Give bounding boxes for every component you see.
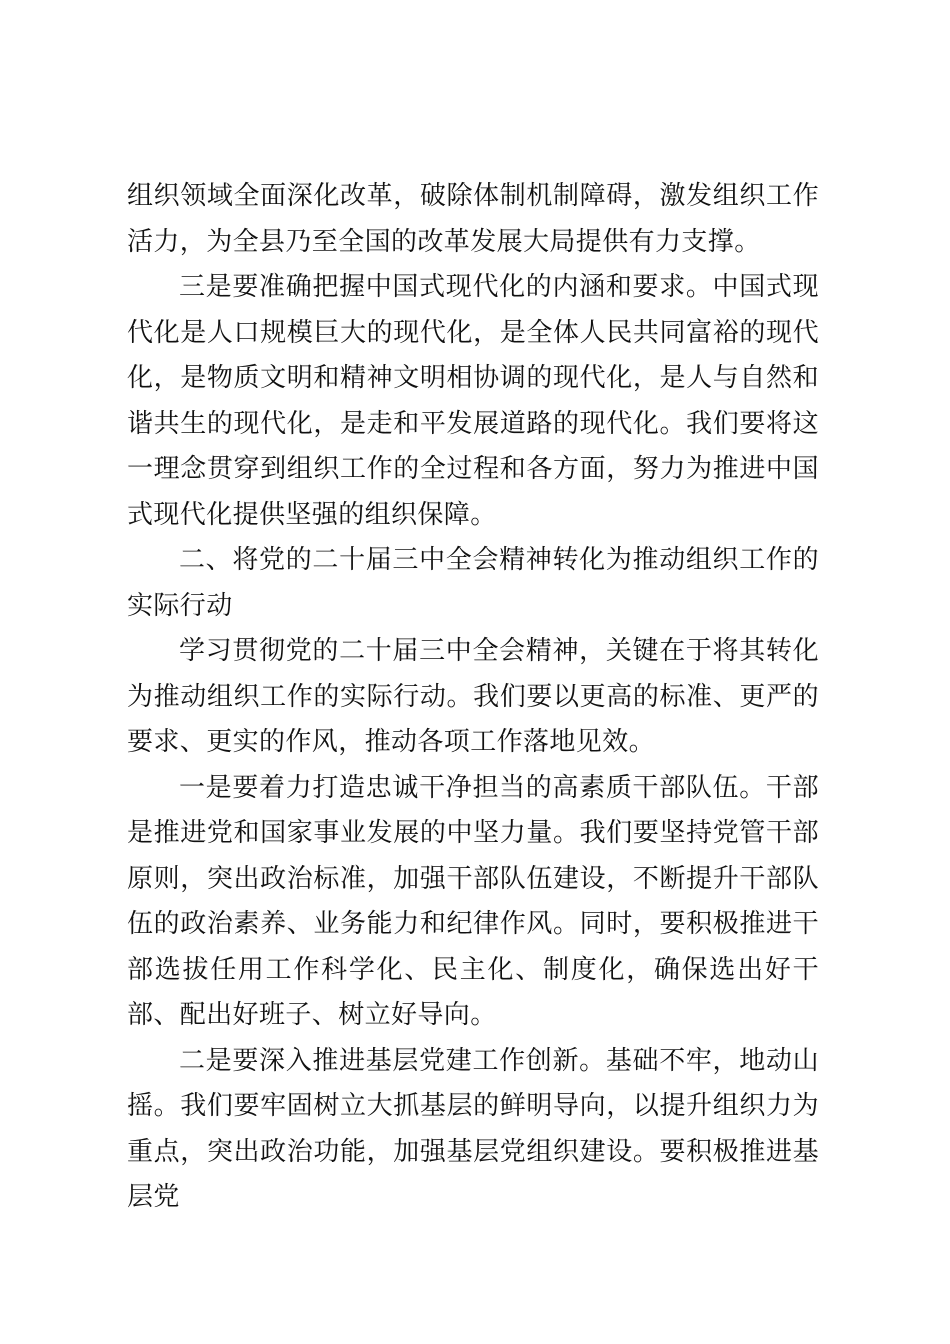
paragraph-grassroots-party-building: 二是要深入推进基层党建工作创新。基础不牢，地动山摇。我们要牢固树立大抓基层的鲜明导向，以提升组织力为重点，突出政治功能，加强基层党组织建设。要积极推进基层党 — [127, 1045, 819, 1212]
paragraph-continuation: 组织领域全面深化改革，破除体制机制障碍，激发组织工作活力，为全县乃至全国的改革发展大局提供有力支撑。 — [127, 181, 819, 257]
section-heading-2: 二、将党的二十届三中全会精神转化为推动组织工作的实际行动 — [127, 545, 819, 621]
paragraph-study-implement: 学习贯彻党的二十届三中全会精神，关键在于将其转化为推动组织工作的实际行动。我们要以更高的标准、更严的要求、更实的作风，推动各项工作落地见效。 — [127, 636, 819, 757]
paragraph-chinese-modernization: 三是要准确把握中国式现代化的内涵和要求。中国式现代化是人口规模巨大的现代化，是全体人民共同富裕的现代化，是物质文明和精神文明相协调的现代化，是人与自然和谐共生的现代化，是走和平发展道路的现代化。我们要将这一理念贯穿到组织工作的全过程和各方面，努力为推进中国式现代化提供坚强的组织保障。 — [127, 272, 819, 530]
paragraph-cadre-team: 一是要着力打造忠诚干净担当的高素质干部队伍。干部是推进党和国家事业发展的中坚力量。我们要坚持党管干部原则，突出政治标准，加强干部队伍建设，不断提升干部队伍的政治素养、业务能力和纪律作风。同时，要积极推进干部选拔任用工作科学化、民主化、制度化，确保选出好干部、配出好班子、树立好导向。 — [127, 772, 819, 1030]
document-body — [127, 174, 819, 1221]
